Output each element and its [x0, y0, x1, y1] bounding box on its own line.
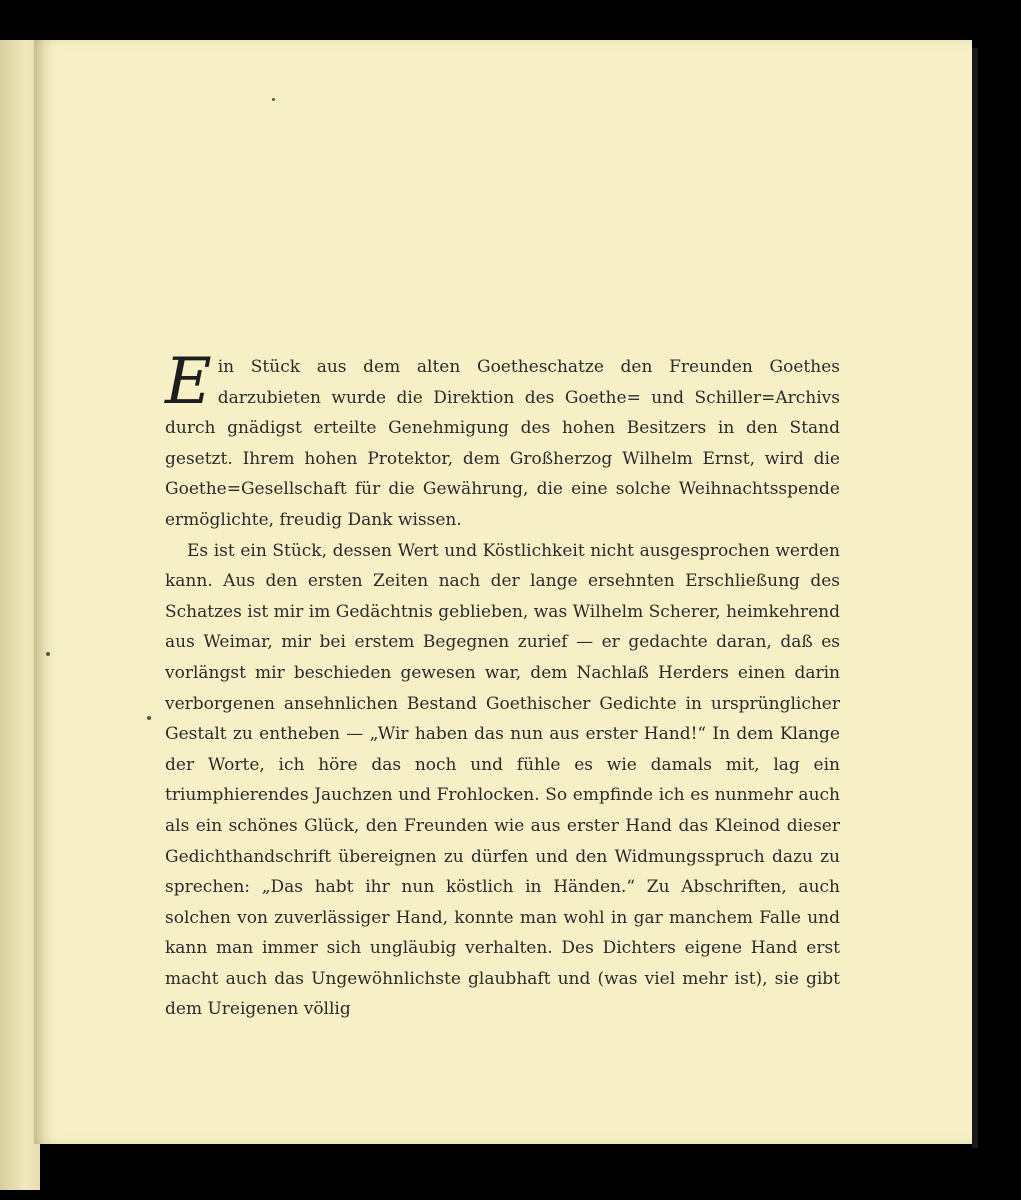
- paragraph-first-text: in Stück aus dem alten Goetheschatze den Freunden Goethes darzubieten wurde die Direktion des Goethe= und Schiller=Archivs durch gnädigst erteilte Genehmigung des hohen Besitzers in den Stand gesetzt. Ihrem hohen Protektor, dem Großherzog Wilhelm Ernst, wird die Goethe=Gesellschaft für die Gewährung, die eine solche Weihnachtsspende ermöglichte, freudig Dank wissen.: [165, 357, 840, 530]
- paragraph-first: [165, 345, 840, 536]
- drop-cap: E: [165, 345, 212, 419]
- paragraph-second: [165, 536, 840, 1026]
- paper-speck: [147, 716, 151, 720]
- paper-speck: [46, 652, 50, 656]
- paragraph-second-text: Es ist ein Stück, dessen Wert und Köstlichkeit nicht ausgesprochen werden kann. Aus den ersten Zeiten nach der lange ersehnten Erschließung des Schatzes ist mir im Gedächtnis geblieben, was Wilhelm Scherer, heimkehrend aus Weimar, mir bei erstem Begegnen zurief — er gedachte daran, daß es vorlängst mir beschieden gewesen war, dem Nachlaß Herders einen darin verborgenen ansehnlichen Bestand Goethischer Gedichte in ursprünglicher Gestalt zu entheben — „Wir haben das nun aus erster Hand!“ In dem Klange der Worte, ich höre das noch und fühle es wie damals mit, lag ein triumphierendes Jauchzen und Frohlocken. So empfinde ich es nunmehr auch als ein schönes Glück, den Freunden wie aus erster Hand das Kleinod dieser Gedichthandschrift übereignen zu dürfen und den Widmungsspruch dazu zu sprechen: „Das habt ihr nun köstlich in Händen.“ Zu Abschriften, auch solchen von zuverlässiger Hand, konnte man wohl in gar manchem Falle und kann man immer sich ungläubig verhalten. Des Dichters eigene Hand erst macht auch das Ungewöhnlichste glaubhaft und (was viel mehr ist), sie gibt dem Ureigenen völlig: [165, 540, 840, 1020]
- page-edge-shadow: [972, 48, 978, 1148]
- body-text: [165, 345, 840, 1025]
- paper-speck: [272, 98, 275, 101]
